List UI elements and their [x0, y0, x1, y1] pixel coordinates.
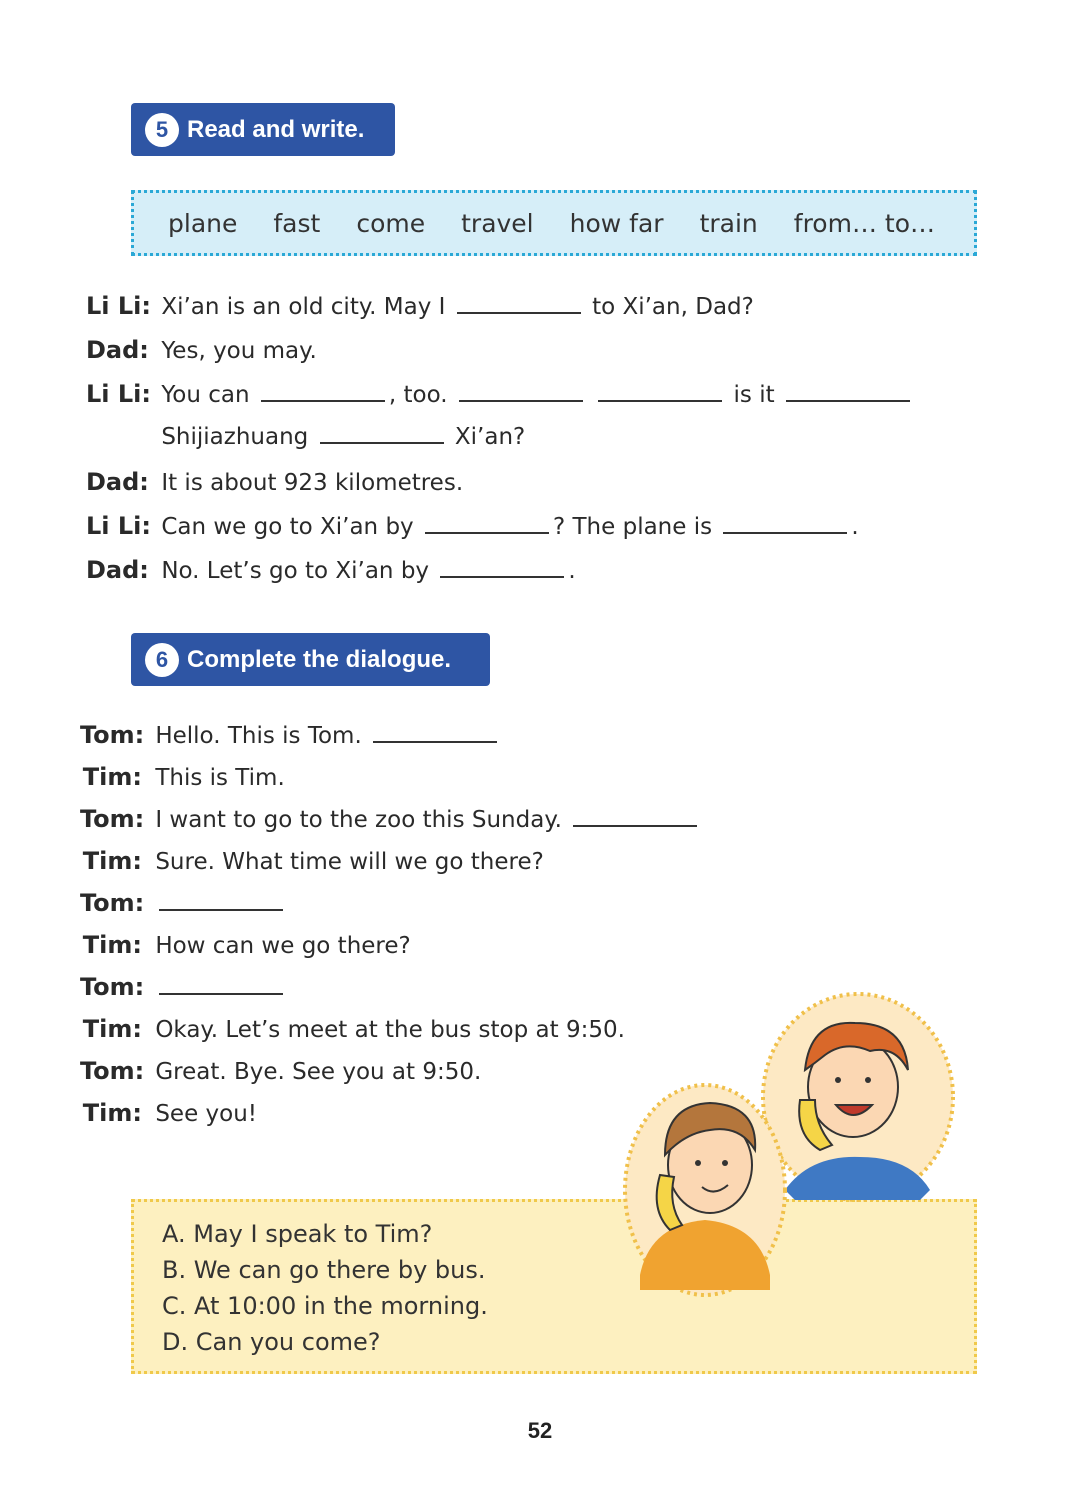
speaker-label: Li Li:	[86, 512, 151, 540]
word-bank-item: train	[699, 208, 758, 238]
answer-blank[interactable]	[457, 311, 581, 314]
phone-call-illustration	[610, 985, 970, 1305]
speaker-label: Li Li:	[86, 292, 151, 320]
line-text: I want to go to the zoo this Sunday.	[155, 807, 562, 833]
section-5-title: Read and write.	[187, 115, 365, 143]
line-text: How can we go there?	[155, 933, 411, 959]
line-text: to Xi’an, Dad?	[592, 294, 754, 320]
dialogue-line	[86, 336, 317, 364]
dialogue-line	[80, 721, 501, 749]
boy-left-illustration	[625, 1085, 785, 1295]
section-5-header	[131, 103, 395, 156]
line-text: Xi’an is an old city. May I	[161, 294, 446, 320]
speaker-label: Tim:	[82, 1099, 142, 1127]
word-bank-item: from… to…	[793, 208, 936, 238]
line-text: ? The plane is	[552, 514, 713, 540]
dialogue-line	[80, 1015, 625, 1043]
word-bank-item: how far	[569, 208, 664, 238]
option-a: A. May I speak to Tim?	[162, 1220, 433, 1248]
dialogue-line	[80, 973, 287, 1001]
line-text: Hello. This is Tom.	[155, 723, 362, 749]
line-text: See you!	[155, 1101, 258, 1127]
line-text: You can	[161, 382, 250, 408]
dialogue-line	[86, 380, 914, 408]
line-text: .	[851, 514, 859, 540]
line-text: , too.	[388, 382, 448, 408]
line-text: Xi’an?	[454, 424, 526, 450]
speaker-label: Dad:	[86, 556, 149, 584]
word-bank	[131, 190, 977, 256]
line-text: Sure. What time will we go there?	[155, 849, 544, 875]
answer-blank[interactable]	[159, 992, 283, 995]
dialogue-line	[86, 424, 525, 450]
speaker-label: Tom:	[80, 1057, 145, 1085]
line-text: Can we go to Xi’an by	[161, 514, 414, 540]
section-6-number: 6	[145, 643, 179, 677]
answer-blank[interactable]	[723, 531, 847, 534]
dialogue-line	[80, 1057, 481, 1085]
option-b: B. We can go there by bus.	[162, 1256, 486, 1284]
line-text: This is Tim.	[155, 765, 285, 791]
speaker-label: Dad:	[86, 336, 149, 364]
answer-blank[interactable]	[440, 575, 564, 578]
speaker-label: Li Li:	[86, 380, 151, 408]
page-number: 52	[527, 1418, 553, 1443]
dialogue-line	[80, 805, 701, 833]
dialogue-line	[86, 468, 463, 496]
section-6-title: Complete the dialogue.	[187, 645, 452, 673]
line-text: It is about 923 kilometres.	[161, 470, 464, 496]
option-c: C. At 10:00 in the morning.	[162, 1292, 488, 1320]
speaker-label: Tim:	[82, 931, 142, 959]
line-text: Great. Bye. See you at 9:50.	[155, 1059, 482, 1085]
section-5-number: 5	[145, 113, 179, 147]
word-bank-item: fast	[273, 208, 321, 238]
answer-blank[interactable]	[261, 399, 385, 402]
speaker-label: Tom:	[80, 973, 145, 1001]
line-text: Yes, you may.	[161, 338, 317, 364]
word-bank-item: come	[356, 208, 426, 238]
answer-blank[interactable]	[786, 399, 910, 402]
dialogue-line	[80, 847, 544, 875]
section-6-header	[131, 633, 490, 686]
speaker-label: Tim:	[82, 763, 142, 791]
answer-blank[interactable]	[573, 824, 697, 827]
line-text: No. Let’s go to Xi’an by	[161, 558, 430, 584]
answer-blank[interactable]	[598, 399, 722, 402]
dialogue-line	[86, 556, 576, 584]
answer-blank[interactable]	[373, 740, 497, 743]
word-bank-item: plane	[168, 208, 238, 238]
word-bank-item: travel	[461, 208, 534, 238]
line-text: .	[568, 558, 576, 584]
option-d: D. Can you come?	[162, 1328, 381, 1356]
answer-blank[interactable]	[320, 441, 444, 444]
answer-blank[interactable]	[459, 399, 583, 402]
speaker-label: Tom:	[80, 721, 145, 749]
dialogue-line	[80, 889, 287, 917]
dialogue-line	[80, 763, 285, 791]
answer-blank[interactable]	[425, 531, 549, 534]
line-text: Okay. Let’s meet at the bus stop at 9:50.	[155, 1017, 625, 1043]
answer-blank[interactable]	[159, 908, 283, 911]
dialogue-line	[86, 292, 754, 320]
speaker-label: Tim:	[82, 847, 142, 875]
dialogue-line	[80, 1099, 257, 1127]
speaker-label: Tom:	[80, 889, 145, 917]
dialogue-line	[86, 512, 859, 540]
speaker-label: Tom:	[80, 805, 145, 833]
line-text: is it	[733, 382, 775, 408]
dialogue-line	[80, 931, 411, 959]
line-text: Shijiazhuang	[161, 424, 309, 450]
boy-right-illustration	[763, 994, 953, 1200]
speaker-label: Tim:	[82, 1015, 142, 1043]
speaker-label: Dad:	[86, 468, 149, 496]
